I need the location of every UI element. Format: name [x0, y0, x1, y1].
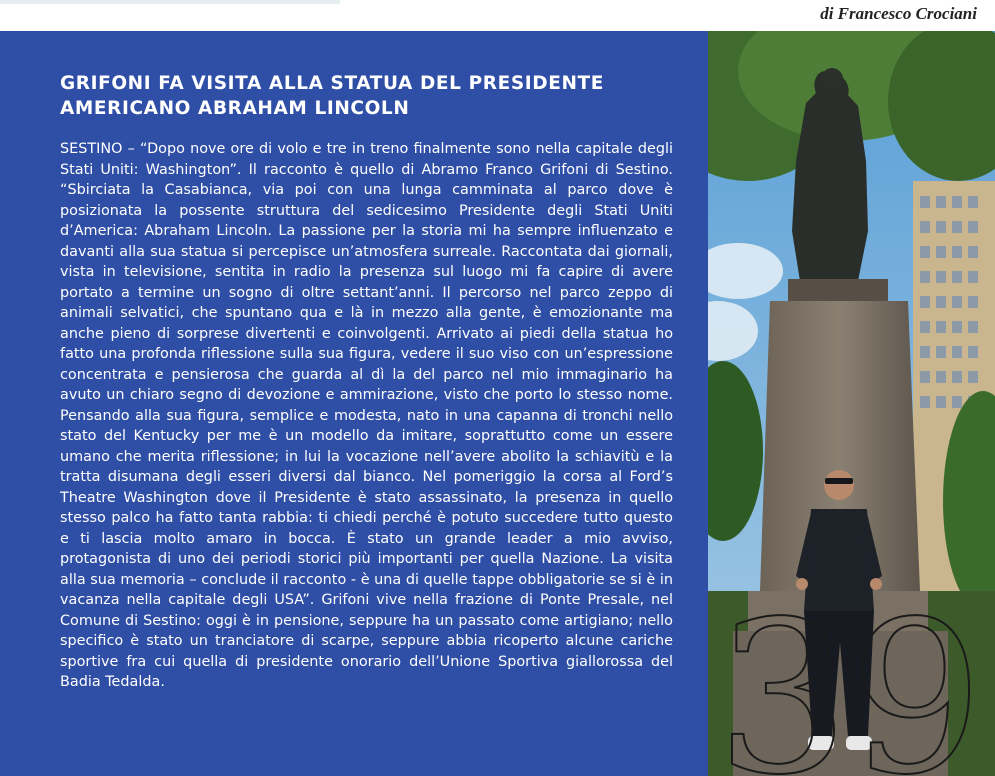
top-bar	[0, 0, 995, 31]
article-title: GRIFONI FA VISITA ALLA STATUA DEL PRESIDENTE AMERICANO ABRAHAM LINCOLN	[60, 73, 604, 119]
photo-illustration	[708, 31, 995, 776]
page-number: 39	[716, 576, 984, 776]
top-photo-edge	[0, 0, 340, 4]
article-panel	[0, 31, 708, 776]
lincoln-statue-photo	[708, 31, 995, 776]
article-body: SESTINO – “Dopo nove ore di volo e tre in treno finalmente sono nella capitale degli Stati Uniti: Washington”. Il racconto è quello di Abramo Franco Grifoni di Sestino. “Sbirciata la Casabianca, via poi con una lunga camminata al parco dove è posizionata la possente struttura del sedicesimo Presidente degli Stati Uniti d’America: Abraham Lincoln. La passione per la storia mi ha sempre influenzato e davanti alla sua statua si percepisce un’atmosfera surreale. Raccontata dai giornali, vista in televisione, sentita in radio la presenza sul luogo mi fa capire di avere portato a termine un sogno di oltre settant’anni. Il percorso nel parco zeppo di animali selvatici, che spuntano qua e là in mezzo alla gente, è emozionante ma anche pieno di sorprese divertenti e coinvolgenti. Arrivato ai piedi della statua ho fatto una profonda riflessione sulla sua figura, vedere il suo viso con un’espressione concentrata e pensierosa che guarda al dì la del parco nel mio immaginario ha avuto un chiaro segno di devozione e ammirazione, visto che porto lo stesso nome. Pensando alla sua figura, semplice e modesta, nato in una capanna di tronchi nello stato del Kentucky per me è un modello da imitare, soprattutto come un essere umano che merita riflessione; in lui la vocazione nell’avere abolito la schiavitù e la tratta disumana degli esseri diversi dal bianco. Nel pomeriggio la corsa al Ford’s Theatre Washington dove il Presidente è stato assassinato, la presenza in quello stesso palco ha fatto tanta rabbia: ti chiedi perché è potuto succedere tutto questo e ti lascia molto amaro in bocca. È stato un grande leader a mio avviso, protagonista di uno dei periodi storici più importanti per quella Nazione. La visita alla sua memoria – conclude il racconto - è una di quelle tappe obbligatorie se si è in vacanza nella capitale degli USA”. Grifoni vive nella frazione di Ponte Presale, nel Comune di Sestino: oggi è in pensione, seppure ha un passato come artigiano; nello specifico è stato un tranciatore di scarpe, seppure abbia ricoperto alcune cariche sportive fra cui quella di presidente onorario dell’Unione Sportiva giallorossa del Badia Tedalda.	[60, 141, 673, 690]
author-byline: di Francesco Crociani	[820, 4, 977, 23]
